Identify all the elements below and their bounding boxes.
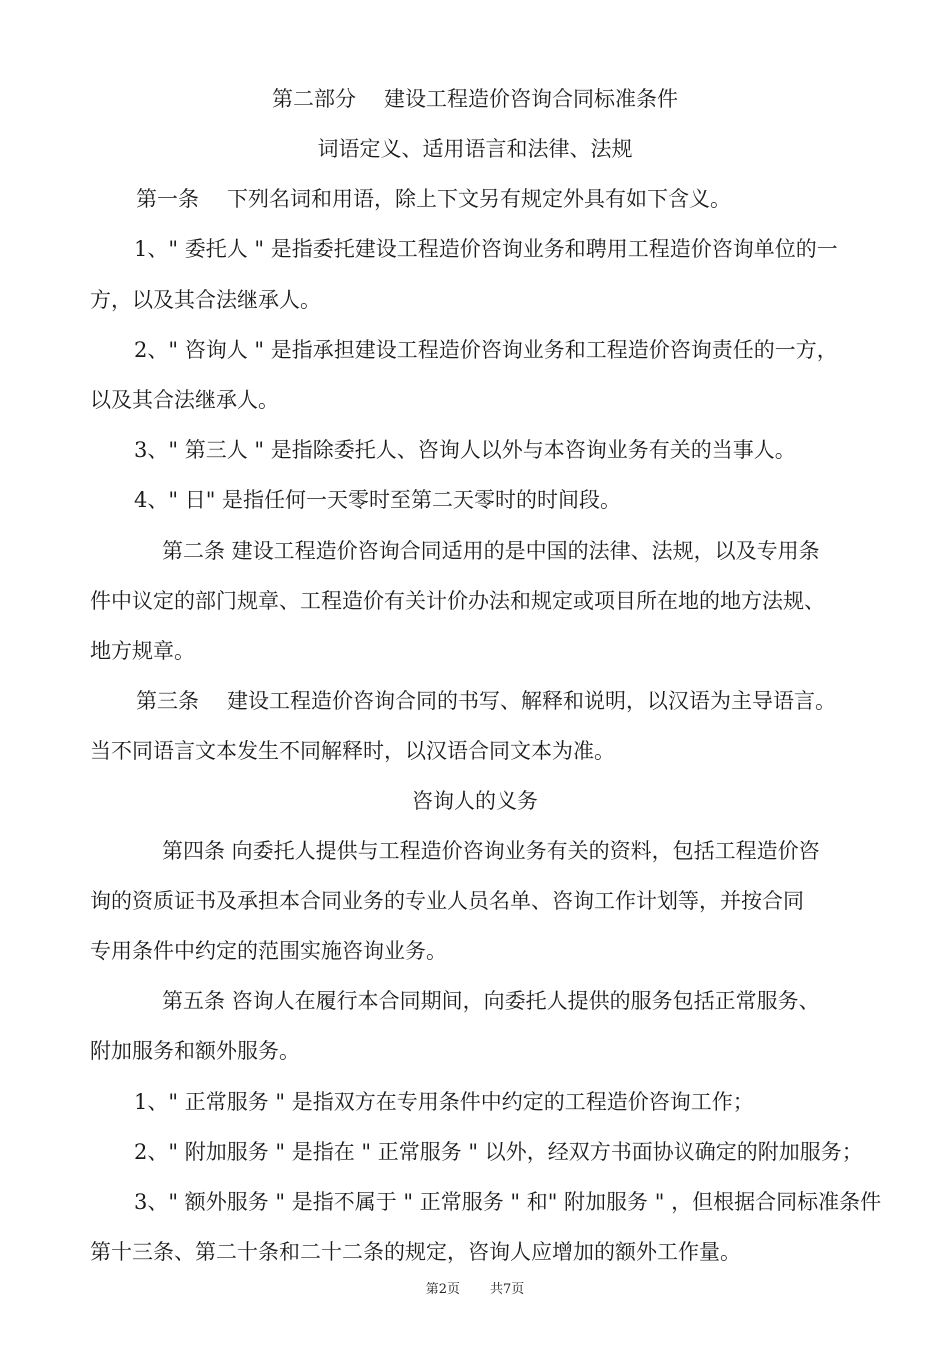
service-3-line-1: 3、" 额外服务 " 是指不属于 " 正常服务 " 和" 附加服务 " ，但根据合同标准条件: [134, 1190, 882, 1214]
definition-1-line-1: 1、" 委托人 " 是指委托建设工程造价咨询业务和聘用工程造价咨询单位的一: [134, 237, 838, 261]
section-heading-definitions: 词语定义、适用语言和法律、法规: [317, 137, 633, 161]
definition-1-line-2: 方，以及其合法继承人。: [90, 288, 321, 312]
service-3-line-2: 第十三条、第二十条和二十二条的规定，咨询人应增加的额外工作量。: [90, 1240, 741, 1264]
title-name: 建设工程造价咨询合同标准条件: [384, 87, 678, 111]
article-3-line-1: [136, 686, 896, 716]
article-1-label: 第一条: [136, 187, 199, 211]
article-2-line-3: 地方规章。: [90, 639, 195, 663]
article-2-line-1: 第二条 建设工程造价咨询合同适用的是中国的法律、法规，以及专用条: [162, 539, 820, 563]
article-5-line-2: 附加服务和额外服务。: [90, 1039, 300, 1063]
definition-3: 3、" 第三人 " 是指除委托人、咨询人以外与本咨询业务有关的当事人。: [134, 438, 796, 462]
article-3-label: 第三条: [136, 689, 199, 713]
page-footer: [0, 1280, 950, 1300]
definition-2-line-1: 2、" 咨询人 " 是指承担建设工程造价咨询业务和工程造价咨询责任的一方，: [134, 338, 838, 362]
document-title: [0, 84, 950, 114]
article-1: [136, 184, 896, 214]
article-1-text: 下列名词和用语，除上下文另有规定外具有如下含义。: [227, 187, 731, 211]
definition-2-line-2: 以及其合法继承人。: [90, 388, 279, 412]
page-total: 共7页: [490, 1282, 525, 1297]
service-2: 2、" 附加服务 " 是指在 " 正常服务 " 以外，经双方书面协议确定的附加服务；: [134, 1140, 863, 1164]
article-2-line-2: 件中议定的部门规章、工程造价有关计价办法和规定或项目所在地的地方法规、: [90, 589, 825, 613]
article-5-line-1: 第五条 咨询人在履行本合同期间，向委托人提供的服务包括正常服务、: [162, 989, 820, 1013]
article-4-line-2: 询的资质证书及承担本合同业务的专业人员名单、咨询工作计划等，并按合同: [90, 889, 804, 913]
service-1: 1、" 正常服务 " 是指双方在专用条件中约定的工程造价咨询工作；: [134, 1090, 754, 1114]
page-number: 第2页: [425, 1282, 460, 1297]
definition-4: 4、" 日" 是指任何一天零时至第二天零时的时间段。: [134, 488, 622, 512]
article-4-line-1: 第四条 向委托人提供与工程造价咨询业务有关的资料，包括工程造价咨: [162, 839, 820, 863]
article-3-text: 建设工程造价咨询合同的书写、解释和说明，以汉语为主导语言。: [227, 689, 836, 713]
article-4-line-3: 专用条件中约定的范围实施咨询业务。: [90, 939, 447, 963]
article-3-line-2: 当不同语言文本发生不同解释时，以汉语合同文本为准。: [90, 739, 615, 763]
section-heading-obligations: 咨询人的义务: [412, 789, 538, 813]
title-part: 第二部分: [272, 87, 356, 111]
